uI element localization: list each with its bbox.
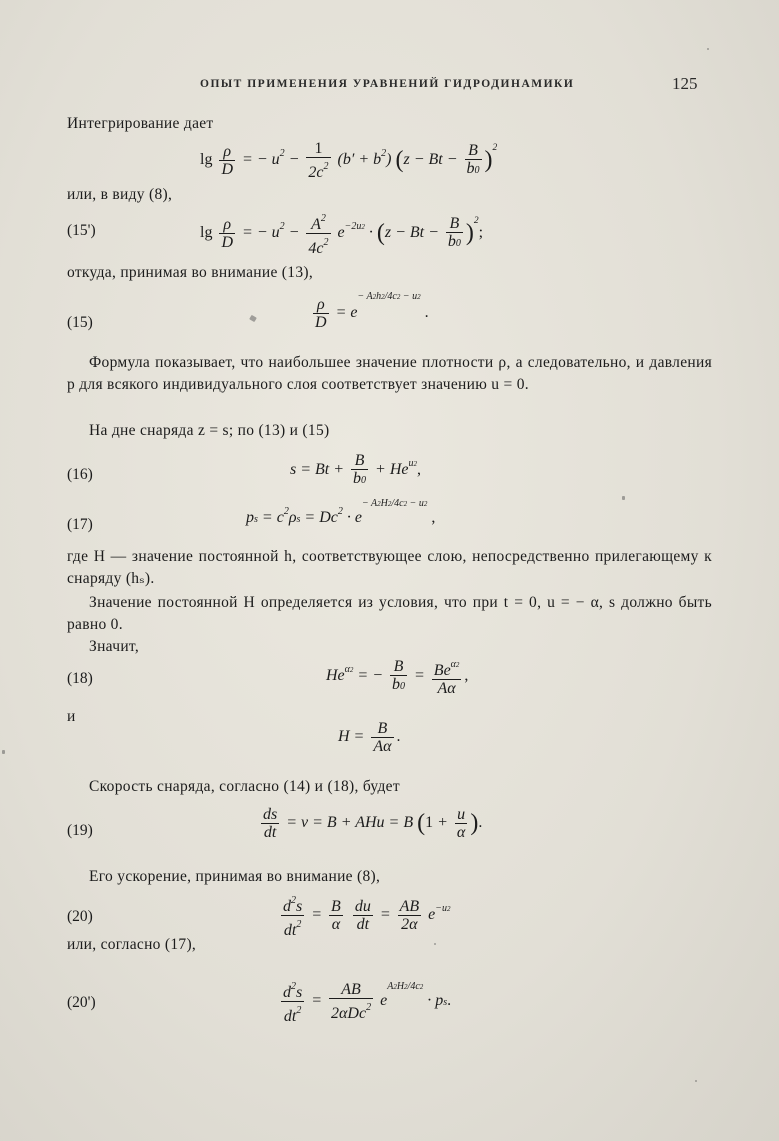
equation-17: ps = $c^2\rho s = Dc^2 \cdot e^{- A2H2/4c2 - u2}$ ,	[246, 498, 436, 526]
paragraph-according-17: или, согласно (17),	[67, 936, 197, 953]
scan-speck	[2, 750, 5, 754]
paragraph-whence: откуда, принимая во внимание (13),	[67, 264, 314, 281]
paragraph-bottom-of-projectile: На дне снаряда z = s; по (13) и (15)	[89, 422, 330, 439]
scan-speck	[622, 496, 625, 500]
scan-speck	[434, 943, 436, 945]
equation-20: $\frac{d^2s}{dt^2}$ = $\frac{B}{\alpha}$ $\frac{du}{dt}$ = $\frac{AB}{2\alpha}$ $e^{-u2}$	[278, 892, 451, 939]
equation-label-20: (20)	[67, 908, 93, 925]
equation-label-16: (16)	[67, 466, 93, 483]
equation-15: $\frac{\rho}{D}$ = $e^{- A2h2/4c2 - u2}$ .	[315, 291, 429, 331]
equation-label-15: (15)	[67, 314, 93, 331]
scan-speck	[695, 1080, 697, 1082]
paragraph-formula-shows: Формула показывает, что наибольшее значение плотности ρ, а следовательно, и давления p для всякого индивидуального слоя соответствует значению u = 0.	[67, 354, 712, 393]
paragraph-where-h: где H — значение постоянной h, соответствующее слою, непосредственно прилегающему к снаряду (hₛ).	[67, 548, 712, 587]
page-number: 125	[672, 74, 698, 93]
equation-label-17: (17)	[67, 516, 93, 533]
scan-speck	[707, 48, 709, 50]
equation-19: $\frac{ds}{dt}$ = v = B + AHu = B (1 + $\frac{u}{\alpha}$ ).	[263, 806, 483, 841]
equation-h-value: H = $\frac{B}{A\alpha}$ .	[338, 720, 401, 755]
paragraph-integration: Интегрирование дает	[67, 115, 214, 132]
equation-18: $He^{\alpha 2}$ = − $\frac{B}{b0}$ = $\frac{Be^{\alpha 2}}{A\alpha}$ ,	[326, 658, 469, 697]
equation-15-prime: lg $\frac{\rho}{D}$ = − $u^2$ − $\frac{A^2}{4c^2}$ $e^{-2u2} \cdot (z - Bt$ − $\frac{B}{b0}$ )$^2$;	[200, 210, 483, 257]
paragraph-or-by-8: или, в виду (8),	[67, 186, 173, 203]
paragraph-hence: Значит,	[89, 638, 139, 655]
paragraph-velocity: Скорость снаряда, согласно (14) и (18), будет	[89, 778, 400, 795]
paragraph-acceleration: Его ускорение, принимая во внимание (8),	[89, 868, 381, 885]
equation-label-18: (18)	[67, 670, 93, 687]
equation-integral: lg $\frac{\rho}{D}$ = − $u^2$ − $\frac{1}{2c^2}$ $(b' + b^2)$ (z − Bt − $\frac{B}{b0}$ )$^2$	[200, 140, 498, 181]
equation-16: s = Bt + $\frac{B}{b0}$ + $He^{u2}$,	[290, 452, 421, 487]
page-header	[0, 74, 779, 98]
equation-20-prime: $\frac{d^2s}{dt^2}$ = $\frac{AB}{2\alpha Dc^2}$ $e^{A2H2/4c2}$ · ps.	[278, 978, 451, 1025]
equation-label-15-prime: (15')	[67, 222, 96, 239]
running-head: ОПЫТ ПРИМЕНЕНИЯ УРАВНЕНИЙ ГИДРОДИНАМИКИ	[200, 78, 575, 90]
paragraph-and: и	[67, 708, 76, 725]
scan-speck	[249, 315, 257, 322]
paragraph-constant-h: Значение постоянной H определяется из условия, что при t = 0, u = − α, s должно быть равно 0.	[67, 594, 712, 633]
equation-label-20-prime: (20')	[67, 994, 96, 1011]
equation-label-19: (19)	[67, 822, 93, 839]
